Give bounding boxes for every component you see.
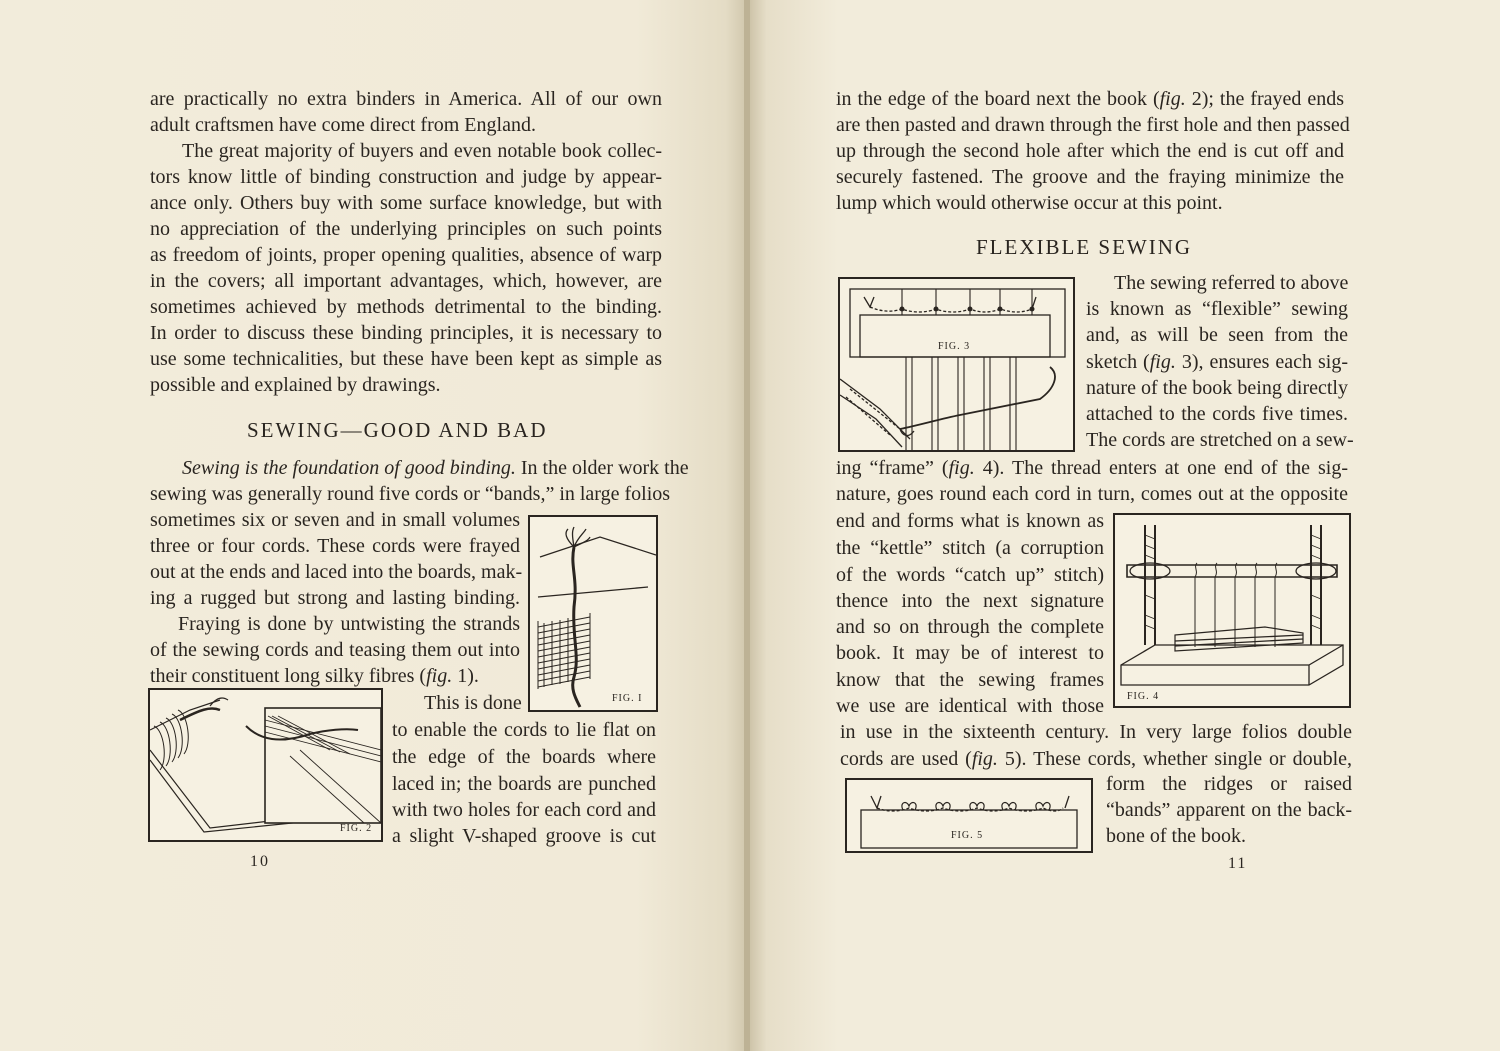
text-line: possible and explained by drawings.	[150, 374, 441, 396]
figure-4-illustration	[1113, 513, 1351, 708]
text-line: sometimes six or seven and in small volumes	[150, 509, 520, 531]
text-span: sketch (	[1086, 351, 1150, 373]
text-span: 3), ensures each sig-	[1175, 351, 1348, 373]
lead-rest: In the older work the	[515, 457, 689, 479]
text-line	[840, 746, 1352, 772]
italic-lead: Sewing is the foundation of good binding.	[182, 457, 516, 479]
text-line: laced in; the boards are punched	[392, 773, 656, 795]
text-line: up through the second hole after which the end is cut off and	[836, 140, 1344, 162]
fig-ref: fig.	[971, 748, 998, 770]
text-line: and, as will be seen from the	[1086, 324, 1348, 346]
text-line: the edge of the boards where	[392, 746, 656, 768]
text-line: a slight V-shaped groove is cut	[392, 825, 656, 847]
text-span: cords are used (	[840, 748, 972, 770]
text-span: 5). These cords, whether single or double,	[997, 748, 1353, 770]
figure-3-illustration	[838, 277, 1075, 452]
text-line: use some technicalities, but these have been kept as simple as	[150, 348, 662, 370]
fig-ref: fig.	[1149, 351, 1176, 373]
text-line: lump which would otherwise occur at this point.	[836, 192, 1223, 214]
text-line: and so on through the complete	[836, 616, 1104, 638]
text-line: three or four cords. These cords were frayed	[150, 535, 520, 557]
text-span: ing “frame” (	[836, 457, 949, 479]
text-line: form the ridges or raised	[1106, 773, 1352, 795]
text-line: nature of the book being directly	[1086, 377, 1348, 399]
text-line: sewing was generally round five cords or “bands,” in large folios	[150, 483, 671, 505]
figure-2-label: FIG. 2	[340, 823, 373, 834]
text-line: to enable the cords to lie flat on	[392, 719, 656, 741]
text-line: is known as “flexible” sewing	[1086, 298, 1348, 320]
text-line: ing a rugged but strong and lasting binding.	[150, 587, 520, 609]
text-line: attached to the cords five times.	[1086, 403, 1348, 425]
text-line: adult craftsmen have come direct from England.	[150, 114, 536, 136]
text-line: Fraying is done by untwisting the strands	[178, 613, 520, 635]
text-line: with two holes for each cord and	[392, 799, 656, 821]
section-heading: FLEXIBLE SEWING	[976, 235, 1193, 259]
text-line	[836, 86, 1344, 112]
text-line: “bands” apparent on the back-	[1106, 799, 1352, 821]
figure-5-label: FIG. 5	[951, 830, 984, 841]
text-line: end and forms what is known as	[836, 510, 1104, 532]
fig-ref: fig.	[426, 665, 453, 687]
text-line: The cords are stretched on a sew-	[1086, 429, 1354, 451]
text-line: thence into the next signature	[836, 590, 1104, 612]
text-line: securely fastened. The groove and the fraying minimize the	[836, 166, 1344, 188]
text-line: out at the ends and laced into the boards, mak-	[150, 561, 523, 583]
page-number: 10	[250, 853, 270, 870]
text-line: as freedom of joints, proper opening qualities, absence of warp	[150, 244, 662, 266]
text-line: are practically no extra binders in America. All of our own	[150, 88, 662, 110]
text-line: of the sewing cords and teasing them out into	[150, 639, 520, 661]
text-line: book. It may be of interest to	[836, 642, 1104, 664]
text-line: the “kettle” stitch (a corruption	[836, 537, 1104, 559]
text-span: in the edge of the board next the book (	[836, 88, 1160, 110]
text-line: This is done	[424, 692, 522, 714]
figure-3-label: FIG. 3	[938, 341, 971, 352]
text-line: no appreciation of the underlying principles on such points	[150, 218, 662, 240]
text-line: sometimes achieved by methods detrimental to the binding.	[150, 296, 662, 318]
fig-ref: fig.	[948, 457, 975, 479]
figure-4-label: FIG. 4	[1127, 691, 1160, 702]
figure-2-illustration	[148, 688, 383, 842]
text-span: 1).	[452, 665, 479, 687]
text-line	[1086, 349, 1348, 375]
text-line: The sewing referred to above	[1114, 272, 1349, 294]
text-line	[150, 663, 479, 689]
text-line: in the covers; all important advantages, which, however, are	[150, 270, 662, 292]
gutter	[744, 0, 750, 1051]
page-number: 11	[1228, 855, 1248, 872]
figure-1-label: FIG. I	[612, 693, 643, 704]
text-line: The great majority of buyers and even notable book collec-	[182, 140, 662, 162]
text-line: ance only. Others buy with some surface knowledge, but with	[150, 192, 662, 214]
text-line: nature, goes round each cord in turn, comes out at the opposite	[836, 483, 1348, 505]
section-heading: SEWING—GOOD AND BAD	[247, 418, 548, 442]
text-line: In order to discuss these binding principles, it is necessary to	[150, 322, 662, 344]
text-line: know that the sewing frames	[836, 669, 1104, 691]
fig-ref: fig.	[1159, 88, 1186, 110]
text-line: are then pasted and drawn through the first hole and then passed	[836, 114, 1350, 136]
text-line: we use are identical with those	[836, 695, 1104, 717]
text-line: in use in the sixteenth century. In very large folios double	[840, 721, 1352, 743]
text-span: 2); the frayed ends	[1185, 88, 1345, 110]
text-line	[182, 455, 689, 481]
text-line: tors know little of binding construction and judge by appear-	[150, 166, 662, 188]
figure-5-illustration	[845, 778, 1093, 853]
text-line: bone of the book.	[1106, 825, 1246, 847]
text-line	[836, 455, 1348, 481]
text-span: 4). The thread enters at one end of the sig-	[974, 457, 1348, 479]
figure-1-illustration	[528, 515, 658, 712]
text-span: their constituent long silky fibres (	[150, 665, 427, 687]
text-line: of the words “catch up” stitch)	[836, 564, 1104, 586]
